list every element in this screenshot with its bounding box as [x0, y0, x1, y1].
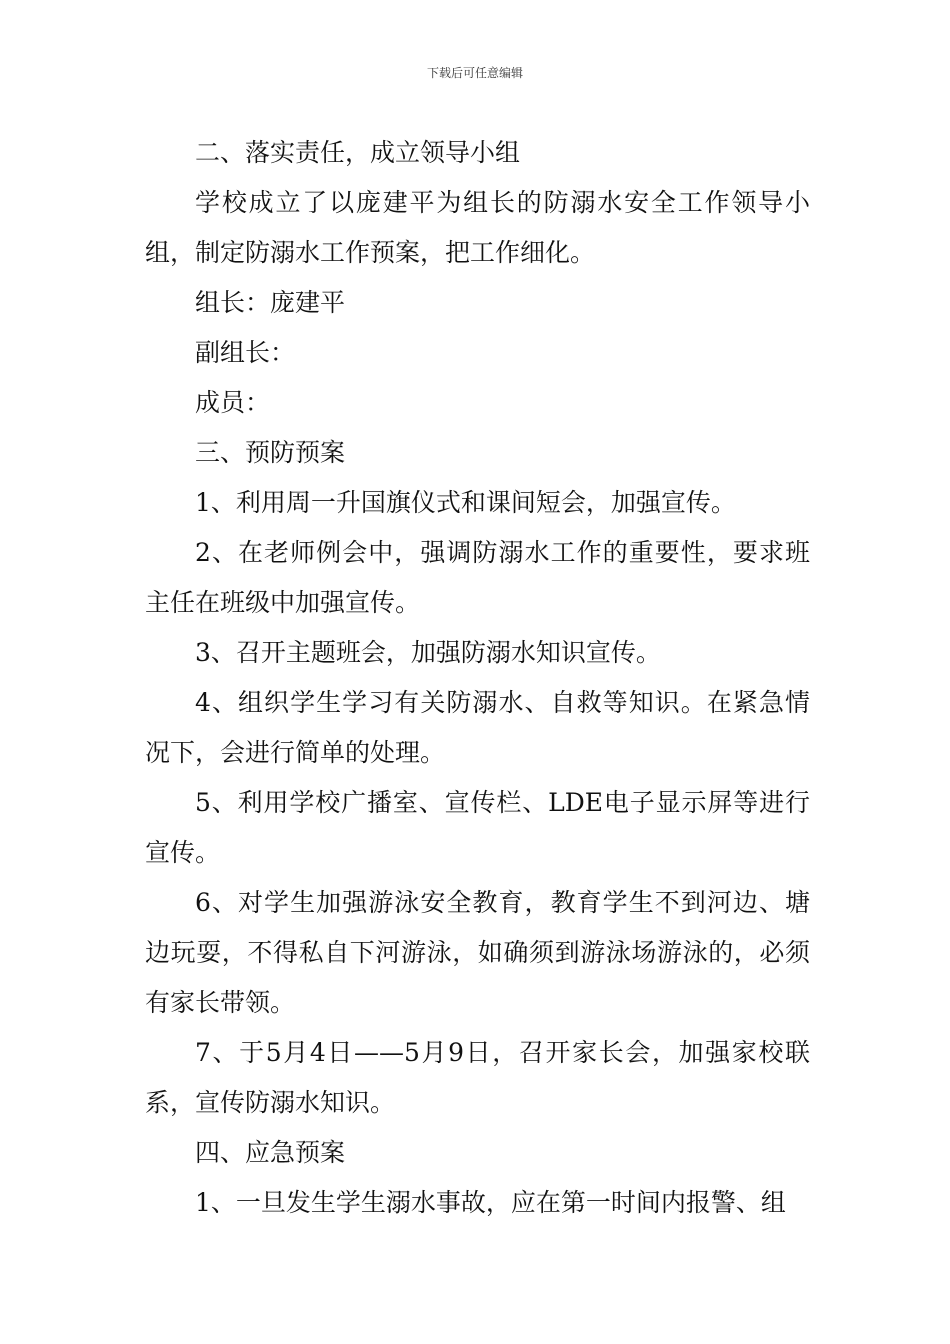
section-heading-3: 三、预防预案 [195, 438, 346, 467]
prevention-item-3: 3、召开主题班会，加强防溺水知识宣传。 [195, 638, 661, 667]
prevention-item-4: 4、组织学生学习有关防溺水、自救等知识。在紧急情况下，会进行简单的处理。 [145, 688, 810, 767]
page-header: 下载后可任意编辑 [426, 66, 523, 80]
emergency-item-1: 1、一旦发生学生溺水事故，应在第一时间内报警、组 [195, 1188, 786, 1217]
prevention-item-6: 6、对学生加强游泳安全教育，教育学生不到河边、塘边玩耍，不得私自下河游泳，如确须到游泳场游泳的，必须有家长带领。 [145, 888, 810, 1017]
deputy-leader-line: 副组长： [195, 338, 296, 367]
document-body [145, 128, 810, 1228]
prevention-item-2: 2、在老师例会中，强调防溺水工作的重要性，要求班主任在班级中加强宣传。 [145, 538, 810, 617]
prevention-item-7: 7、于5月4日——5月9日，召开家长会，加强家校联系，宣传防溺水知识。 [145, 1038, 810, 1117]
prevention-item-1: 1、利用周一升国旗仪式和课间短会，加强宣传。 [195, 488, 736, 517]
section-heading-4: 四、应急预案 [195, 1138, 346, 1167]
members-line: 成员： [195, 388, 271, 417]
leader-line: 组长：庞建平 [195, 288, 346, 317]
prevention-item-5: 5、利用学校广播室、宣传栏、LDE电子显示屏等进行宣传。 [145, 788, 810, 867]
section-heading-2: 二、落实责任，成立领导小组 [195, 138, 521, 167]
paragraph-leadership-group: 学校成立了以庞建平为组长的防溺水安全工作领导小组，制定防溺水工作预案，把工作细化。 [145, 188, 810, 267]
